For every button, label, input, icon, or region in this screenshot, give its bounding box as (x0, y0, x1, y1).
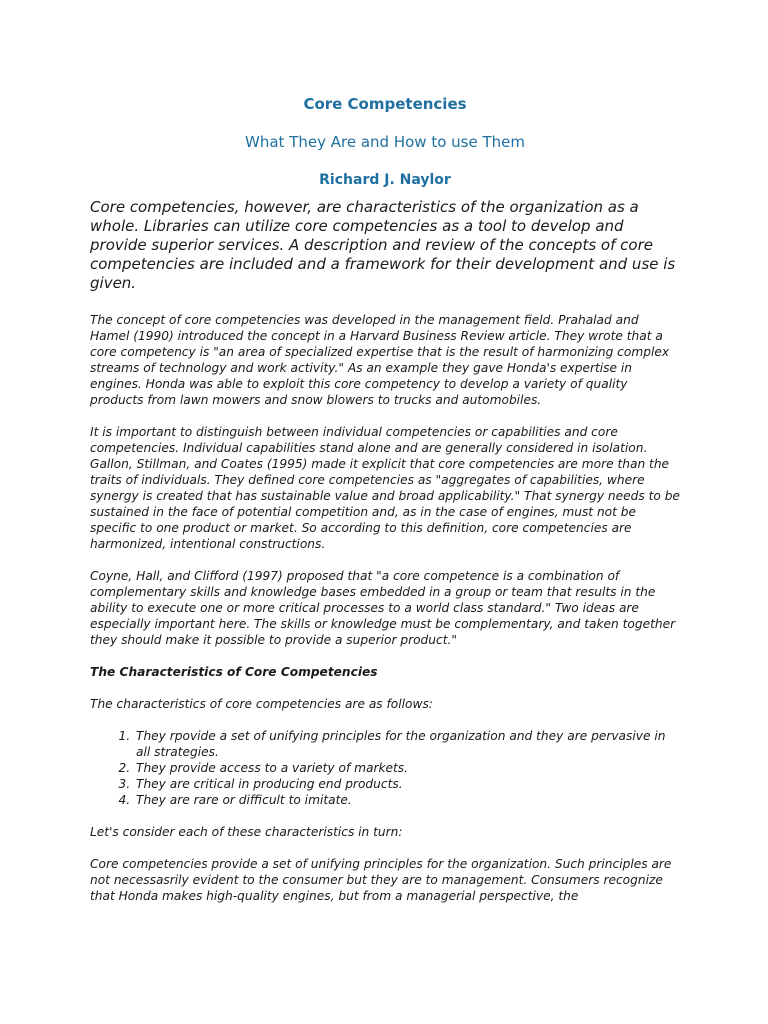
list-item: 2. They provide access to a variety of markets. (134, 760, 680, 776)
body-paragraph: The concept of core competencies was developed in the management field. Prahalad and Hamel (1990) introduced the concept in a Harvard Business Review article. They wrote that a core competency is "an area of specialized expertise that is the result of harmonizing complex streams of technology and work activity." As an example they gave Honda's expertise in engines. Honda was able to exploit this core competency to develop a variety of quality products from lawn mowers and snow blowers to trucks and automobiles. (90, 313, 670, 407)
list-intro: The characteristics of core competencies are as follows: (90, 697, 433, 711)
document-subtitle: What They Are and How to use Them (245, 133, 525, 151)
list-item: 3. They are critical in producing end products. (134, 776, 680, 792)
list-item: 4. They are rare or difficult to imitate. (134, 792, 680, 808)
body-paragraph: Coyne, Hall, and Clifford (1997) proposed that "a core competence is a combination of complementary skills and knowledge bases embedded in a group or team that results in the ability to execute one or more critical processes to a world class standard." Two ideas are especially important here. The skills or knowledge must be complementary, and taken together they should make it possible to provide a superior product." (90, 569, 676, 647)
document-page (90, 88, 680, 920)
final-paragraph: Core competencies provide a set of unifying principles for the organization. Such principles are not necessasrily evident to the consumer but they are to management. Consumers recognize that Honda makes high-quality engines, but from a managerial perspective, the (90, 857, 672, 903)
characteristics-list (90, 728, 680, 808)
section-heading: The Characteristics of Core Competencies (90, 665, 378, 679)
after-list-paragraph: Let's consider each of these characteristics in turn: (90, 825, 403, 839)
document-title: Core Competencies (303, 95, 467, 113)
list-item: 1. They rpovide a set of unifying principles for the organization and they are pervasive in all strategies. (134, 728, 680, 760)
lead-paragraph: Core competencies, however, are characteristics of the organization as a whole. Libraries can utilize core competencies as a tool to develop and provide superior services. A description and review of the concepts of core competencies are included and a framework for their development and use is given. (90, 198, 676, 292)
body-paragraph: It is important to distinguish between individual competencies or capabilities and core competencies. Individual capabilities stand alone and are generally considered in isolation. Gallon, Stillman, and Coates (1995) made it explicit that core competencies are more than the traits of individuals. They defined core competencies as "aggregates of capabilities, where synergy is created that has sustainable value and broad applicability." That synergy needs to be sustained in the face of potential competition and, as in the case of engines, must not be specific to one product or market. So according to this definition, core competencies are harmonized, intentional constructions. (90, 425, 680, 551)
document-author: Richard J. Naylor (319, 172, 451, 188)
